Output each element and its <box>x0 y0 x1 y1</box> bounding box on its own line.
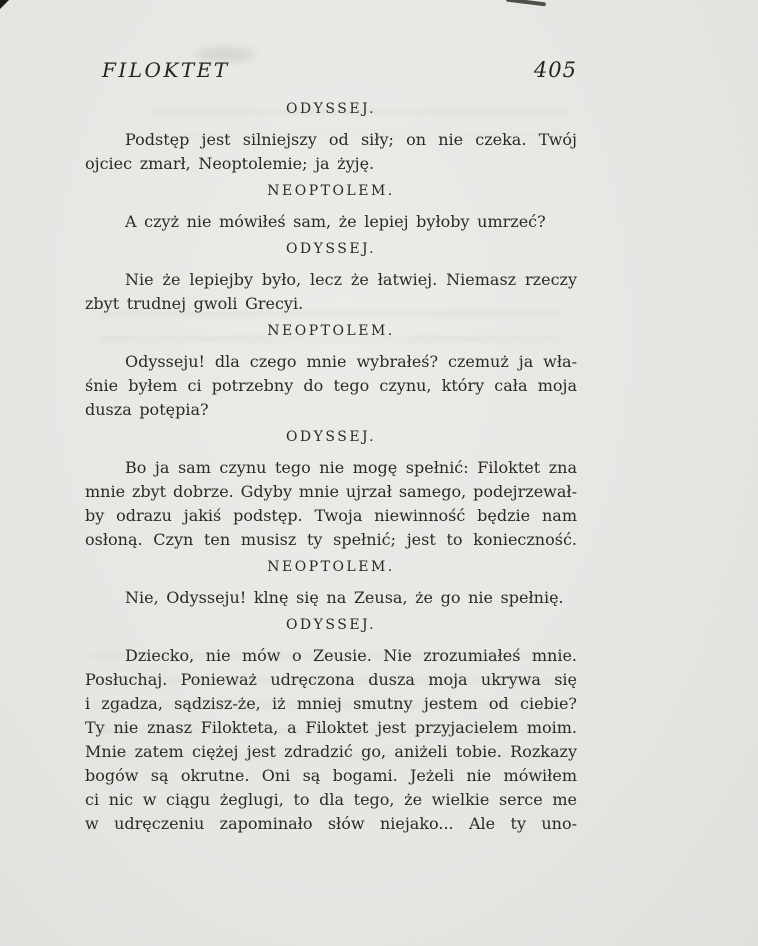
dialogue-line: Dziecko, nie mów o Zeusie. Nie zrozumiałeś mnie. <box>125 646 577 665</box>
scan-artifact-top-edge <box>506 0 546 6</box>
dialogue-line: mnie zbyt dobrze. Gdyby mnie ujrzał samego, podejrzewał- <box>85 482 577 501</box>
dialogue-line: by odrazu jakiś podstęp. Twoja niewinność będzie nam <box>85 506 577 525</box>
speech-section-odyssej-1 <box>85 102 577 176</box>
dialogue-line: Nie że lepiejby było, lecz że łatwiej. Niemasz rzeczy <box>125 270 577 289</box>
dialogue-line: bogów są okrutne. Oni są bogami. Jeżeli nie mówiłem <box>85 766 577 785</box>
dialogue-line: osłoną. Czyn ten musisz ty spełnić; jest to konieczność. <box>85 530 577 549</box>
speaker-heading: NEOPTOLEM. <box>267 323 395 339</box>
text-block <box>85 102 577 836</box>
dialogue-line: Posłuchaj. Ponieważ udręczona dusza moja ukrywa się <box>85 670 577 689</box>
dialogue-line: Bo ja sam czynu tego nie mogę spełnić: Filoktet zna <box>125 458 577 477</box>
speaker-heading: ODYSSEJ. <box>285 617 377 633</box>
dialogue-line: zbyt trudnej gwoli Grecyi. <box>85 294 304 313</box>
speaker-heading: ODYSSEJ. <box>285 101 377 117</box>
speech-section-neoptolem-3 <box>85 560 577 610</box>
speaker-heading: NEOPTOLEM. <box>267 559 395 575</box>
dialogue-line: dusza potępia? <box>85 400 209 419</box>
speaker-heading: ODYSSEJ. <box>285 429 377 445</box>
speaker-heading: ODYSSEJ. <box>285 241 377 257</box>
speech-section-neoptolem-2 <box>85 324 577 422</box>
dialogue-line: śnie byłem ci potrzebny do tego czynu, który cała moja <box>85 376 577 395</box>
dialogue-line: Podstęp jest silniejszy od siły; on nie czeka. Twój <box>125 130 577 149</box>
scan-artifact-corner <box>0 0 9 9</box>
speech-section-odyssej-4 <box>85 618 577 836</box>
dialogue-line: Odysseju! dla czego mnie wybrałeś? czemuż ja wła- <box>125 352 577 371</box>
speech-section-odyssej-2 <box>85 242 577 316</box>
dialogue-line: Nie, Odysseju! klnę się na Zeusa, że go nie spełnię. <box>125 588 564 607</box>
dialogue-line: ojciec zmarł, Neoptolemie; ja żyję. <box>85 154 375 173</box>
speaker-heading: NEOPTOLEM. <box>267 183 395 199</box>
dialogue-line: Ty nie znasz Filokteta, a Filoktet jest przyjacielem moim. <box>85 718 577 737</box>
speech-section-neoptolem-1 <box>85 184 577 234</box>
running-title: FILOKTET <box>102 58 230 82</box>
running-header <box>85 58 577 82</box>
speech-section-odyssej-3 <box>85 430 577 552</box>
dialogue-line: Mnie zatem ciężej jest zdradzić go, aniżeli tobie. Rozkazy <box>85 742 577 761</box>
dialogue-line: ci nic w ciągu żeglugi, to dla tego, że wielkie serce me <box>85 790 577 809</box>
dialogue-line: A czyż nie mówiłeś sam, że lepiej byłoby umrzeć? <box>125 212 546 231</box>
page-number: 405 <box>533 58 577 82</box>
dialogue-line: w udręczeniu zapominało słów niejako... Ale ty uno- <box>85 814 577 833</box>
dialogue-line: i zgadza, sądzisz-że, iż mniej smutny jestem od ciebie? <box>85 694 577 713</box>
